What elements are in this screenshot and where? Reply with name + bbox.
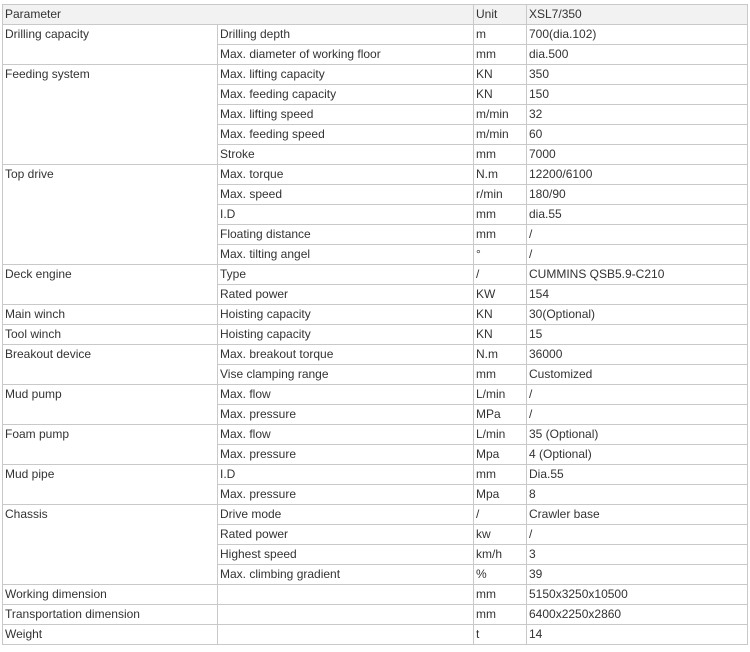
value-cell: Crawler base bbox=[527, 505, 748, 525]
unit-cell: t bbox=[474, 625, 527, 645]
group-name-cell: Feeding system bbox=[3, 65, 218, 165]
item-cell: Max. diameter of working floor bbox=[218, 45, 474, 65]
item-cell: Drilling depth bbox=[218, 25, 474, 45]
item-cell: Max. lifting speed bbox=[218, 105, 474, 125]
group-name-cell: Mud pipe bbox=[3, 465, 218, 505]
value-cell: / bbox=[527, 405, 748, 425]
item-cell: Stroke bbox=[218, 145, 474, 165]
unit-cell: KN bbox=[474, 85, 527, 105]
group-name-cell: Mud pump bbox=[3, 385, 218, 425]
table-row bbox=[3, 465, 748, 485]
unit-cell: / bbox=[474, 505, 527, 525]
unit-cell: % bbox=[474, 565, 527, 585]
group-name-cell: Top drive bbox=[3, 165, 218, 265]
table-row bbox=[3, 605, 748, 625]
unit-cell: N.m bbox=[474, 165, 527, 185]
unit-cell: KW bbox=[474, 285, 527, 305]
unit-cell: m/min bbox=[474, 105, 527, 125]
item-cell: Max. feeding capacity bbox=[218, 85, 474, 105]
value-cell: / bbox=[527, 385, 748, 405]
item-cell: Max. pressure bbox=[218, 485, 474, 505]
unit-cell: mm bbox=[474, 225, 527, 245]
table-row bbox=[3, 325, 748, 345]
value-cell: 5150x3250x10500 bbox=[527, 585, 748, 605]
value-cell: 350 bbox=[527, 65, 748, 85]
value-cell: 14 bbox=[527, 625, 748, 645]
value-cell: 154 bbox=[527, 285, 748, 305]
unit-cell: mm bbox=[474, 145, 527, 165]
item-cell: Hoisting capacity bbox=[218, 305, 474, 325]
value-cell: 3 bbox=[527, 545, 748, 565]
unit-cell: / bbox=[474, 265, 527, 285]
item-cell: Max. climbing gradient bbox=[218, 565, 474, 585]
item-cell: Max. tilting angel bbox=[218, 245, 474, 265]
value-cell: 35 (Optional) bbox=[527, 425, 748, 445]
unit-cell: L/min bbox=[474, 425, 527, 445]
item-cell: I.D bbox=[218, 465, 474, 485]
unit-cell: mm bbox=[474, 605, 527, 625]
value-cell: CUMMINS QSB5.9-C210 bbox=[527, 265, 748, 285]
value-cell: 12200/6100 bbox=[527, 165, 748, 185]
item-cell: Rated power bbox=[218, 525, 474, 545]
value-cell: dia.55 bbox=[527, 205, 748, 225]
spec-table-body bbox=[3, 5, 748, 645]
header-model: XSL7/350 bbox=[527, 5, 748, 25]
group-name-cell: Breakout device bbox=[3, 345, 218, 385]
unit-cell: L/min bbox=[474, 385, 527, 405]
value-cell: Customized bbox=[527, 365, 748, 385]
group-name-cell: Chassis bbox=[3, 505, 218, 585]
table-row bbox=[3, 625, 748, 645]
value-cell: 8 bbox=[527, 485, 748, 505]
unit-cell: Mpa bbox=[474, 445, 527, 465]
unit-cell: mm bbox=[474, 45, 527, 65]
unit-cell: N.m bbox=[474, 345, 527, 365]
value-cell: 15 bbox=[527, 325, 748, 345]
item-cell: Max. speed bbox=[218, 185, 474, 205]
value-cell: dia.500 bbox=[527, 45, 748, 65]
item-cell: Highest speed bbox=[218, 545, 474, 565]
unit-cell: kw bbox=[474, 525, 527, 545]
item-cell: Vise clamping range bbox=[218, 365, 474, 385]
item-cell: Max. feeding speed bbox=[218, 125, 474, 145]
item-cell: Max. pressure bbox=[218, 445, 474, 465]
group-name-cell: Tool winch bbox=[3, 325, 218, 345]
group-name-cell: Drilling capacity bbox=[3, 25, 218, 65]
item-cell bbox=[218, 625, 474, 645]
value-cell: 32 bbox=[527, 105, 748, 125]
unit-cell: Mpa bbox=[474, 485, 527, 505]
table-row bbox=[3, 305, 748, 325]
value-cell: 700(dia.102) bbox=[527, 25, 748, 45]
value-cell: 39 bbox=[527, 565, 748, 585]
unit-cell: r/min bbox=[474, 185, 527, 205]
table-header-row bbox=[3, 5, 748, 25]
table-row bbox=[3, 345, 748, 365]
unit-cell: m bbox=[474, 25, 527, 45]
value-cell: / bbox=[527, 525, 748, 545]
group-name-cell: Main winch bbox=[3, 305, 218, 325]
item-cell: I.D bbox=[218, 205, 474, 225]
item-cell: Max. breakout torque bbox=[218, 345, 474, 365]
table-row bbox=[3, 425, 748, 445]
value-cell: 30(Optional) bbox=[527, 305, 748, 325]
item-cell bbox=[218, 605, 474, 625]
group-name-cell: Transportation dimension bbox=[3, 605, 218, 625]
spec-table bbox=[2, 4, 748, 645]
unit-cell: km/h bbox=[474, 545, 527, 565]
value-cell: 60 bbox=[527, 125, 748, 145]
table-row bbox=[3, 505, 748, 525]
unit-cell: KN bbox=[474, 65, 527, 85]
header-parameter: Parameter bbox=[3, 5, 474, 25]
unit-cell: MPa bbox=[474, 405, 527, 425]
value-cell: 180/90 bbox=[527, 185, 748, 205]
table-row bbox=[3, 65, 748, 85]
item-cell: Max. flow bbox=[218, 385, 474, 405]
table-row bbox=[3, 165, 748, 185]
unit-cell: KN bbox=[474, 305, 527, 325]
group-name-cell: Weight bbox=[3, 625, 218, 645]
value-cell: 36000 bbox=[527, 345, 748, 365]
value-cell: 6400x2250x2860 bbox=[527, 605, 748, 625]
unit-cell: KN bbox=[474, 325, 527, 345]
value-cell: 150 bbox=[527, 85, 748, 105]
item-cell: Type bbox=[218, 265, 474, 285]
item-cell: Max. lifting capacity bbox=[218, 65, 474, 85]
unit-cell: mm bbox=[474, 585, 527, 605]
unit-cell: mm bbox=[474, 205, 527, 225]
value-cell: / bbox=[527, 245, 748, 265]
item-cell: Rated power bbox=[218, 285, 474, 305]
table-row bbox=[3, 585, 748, 605]
unit-cell: mm bbox=[474, 365, 527, 385]
header-unit: Unit bbox=[474, 5, 527, 25]
group-name-cell: Working dimension bbox=[3, 585, 218, 605]
table-row bbox=[3, 25, 748, 45]
item-cell: Hoisting capacity bbox=[218, 325, 474, 345]
group-name-cell: Foam pump bbox=[3, 425, 218, 465]
item-cell: Max. flow bbox=[218, 425, 474, 445]
table-row bbox=[3, 385, 748, 405]
group-name-cell: Deck engine bbox=[3, 265, 218, 305]
value-cell: Dia.55 bbox=[527, 465, 748, 485]
item-cell: Max. torque bbox=[218, 165, 474, 185]
item-cell: Max. pressure bbox=[218, 405, 474, 425]
value-cell: / bbox=[527, 225, 748, 245]
unit-cell: m/min bbox=[474, 125, 527, 145]
unit-cell: ° bbox=[474, 245, 527, 265]
value-cell: 7000 bbox=[527, 145, 748, 165]
item-cell: Floating distance bbox=[218, 225, 474, 245]
item-cell bbox=[218, 585, 474, 605]
unit-cell: mm bbox=[474, 465, 527, 485]
value-cell: 4 (Optional) bbox=[527, 445, 748, 465]
item-cell: Drive mode bbox=[218, 505, 474, 525]
table-row bbox=[3, 265, 748, 285]
